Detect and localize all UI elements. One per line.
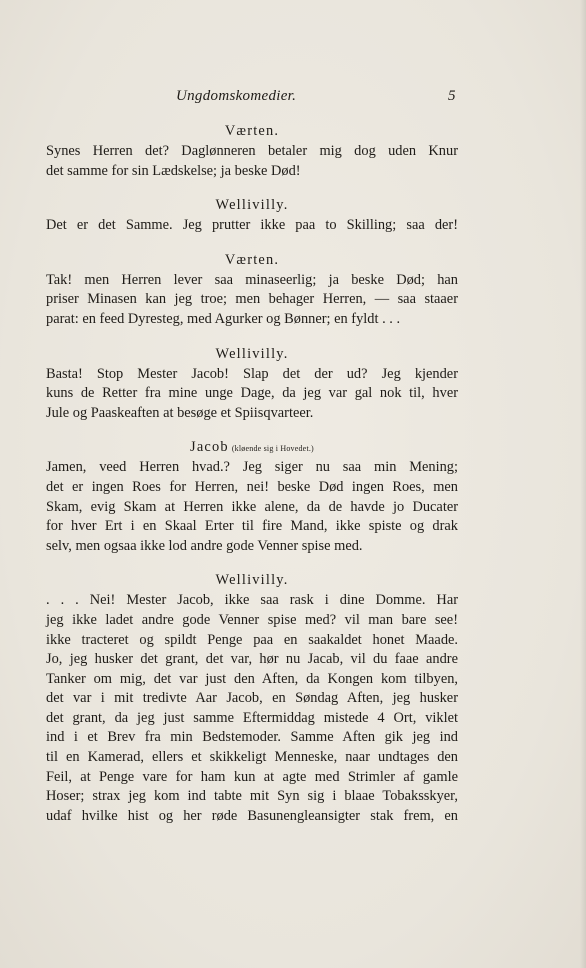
speaker-name <box>46 196 458 216</box>
speech-line: . . . Nei! Mester Jacob, ikke saa rask i dine Domme. Har <box>46 592 458 609</box>
speaker-label: Wellivilly. <box>215 197 289 214</box>
speech-line: Jule og Paaskeaften at besøge et Spiisqvarteer. <box>46 404 314 421</box>
speech <box>46 142 458 181</box>
speech-line: Det er det Samme. Jeg prutter ikke paa to Skilling; saa der! <box>46 217 458 234</box>
speech-line: ind i et Brev fra min Bedstemoder. Samme Aften gik jeg ind <box>46 729 458 746</box>
page-edge-shadow <box>580 0 586 968</box>
speech <box>46 216 458 236</box>
speech-line: for hver Ert i en Skaal Erter til fire Mand, ikke spiste og drak <box>46 518 458 535</box>
running-title: Ungdomskomedier. <box>176 88 297 104</box>
speech-line: til en Kamerad, ellers et skikkeligt Menneske, naar undtages den <box>46 749 458 766</box>
speech-line: det er ingen Roes for Herren, nei! beske Død ingen Roes, men <box>46 478 458 495</box>
speech-line: Skam, evig Skam at Herren ikke alene, da de havde jo Ducater <box>46 498 458 515</box>
dialogue-text <box>46 122 458 826</box>
speech-line: udaf hvilke hist og her røde Basunengleansigter stak frem, en <box>46 807 458 824</box>
speech-line: Tak! men Herren lever saa minaseerlig; ja beske Død; han <box>46 271 458 288</box>
dialogue-block <box>46 251 458 330</box>
speech-line: priser Minasen kan jeg troe; men behager Herren, — saa staaer <box>46 291 458 308</box>
speech-line: jeg ikke ladet andre gode Venner spise med? vil man bare see! <box>46 611 458 628</box>
speech-line: Feil, at Penge vare for ham kun at agte med Strimler af gamle <box>46 768 458 785</box>
speech-line: Tanker om mig, det var just den Aften, da Kongen kom tilbyen, <box>46 670 458 687</box>
speech <box>46 271 458 330</box>
speech-line: Hoser; strax jeg kom ind tabte mit Syn sig i blaae Tobaksskyer, <box>46 788 458 805</box>
speaker-label: Værten. <box>224 123 280 139</box>
speech-line: Synes Herren det? Daglønneren betaler mig dog uden Knur <box>46 143 458 159</box>
speech-line: Jamen, veed Herren hvad.? Jeg siger nu saa min Mening; <box>46 459 458 476</box>
speech-line: Basta! Stop Mester Jacob! Slap det der ud? Jeg kjender <box>46 365 458 382</box>
dialogue-block <box>46 345 458 424</box>
speaker-name <box>46 345 458 365</box>
stage-direction: (kløende sig i Hovedet.) <box>231 444 314 454</box>
speaker-label: Værten. <box>224 251 280 268</box>
dialogue-block <box>46 122 458 181</box>
speaker-name <box>46 438 458 458</box>
speech <box>46 458 458 556</box>
speaker-label: Wellivilly. <box>215 572 289 589</box>
speech <box>46 365 458 424</box>
speech-line: det samme for sin Lædskelse; ja beske Død! <box>46 162 301 179</box>
speaker-name <box>46 251 458 271</box>
speech-line: kuns de Retter fra mine unge Dage, da jeg var gal nok til, hver <box>46 385 458 402</box>
speech-line: ikke tracteret og spildt Penge paa en saakaldet honet Maade. <box>46 631 458 648</box>
speech-line: parat: en feed Dyresteg, med Agurker og Bønner; en fyldt . . . <box>46 310 401 327</box>
dialogue-block <box>46 196 458 236</box>
speech-line: det grant, da jeg just samme Eftermiddag mistede 4 Ort, viklet <box>46 709 458 726</box>
dialogue-block <box>46 571 458 826</box>
speech-line: selv, men ogsaa ikke lod andre gode Venner spise med. <box>46 537 363 554</box>
speech <box>46 591 458 826</box>
speech-line: Jo, jeg husker det grant, det var, hør nu Jacab, vil du faae andre <box>46 651 458 668</box>
speaker-name <box>46 571 458 591</box>
speaker-name <box>46 122 458 142</box>
speaker-label: Wellivilly. <box>215 345 289 362</box>
page-number: 5 <box>448 88 456 104</box>
speech-line: det var i mit tredivte Aar Jacob, en Søndag Aften, jeg husker <box>46 690 458 707</box>
speaker-label: Jacob <box>190 439 229 456</box>
dialogue-block <box>46 438 458 556</box>
